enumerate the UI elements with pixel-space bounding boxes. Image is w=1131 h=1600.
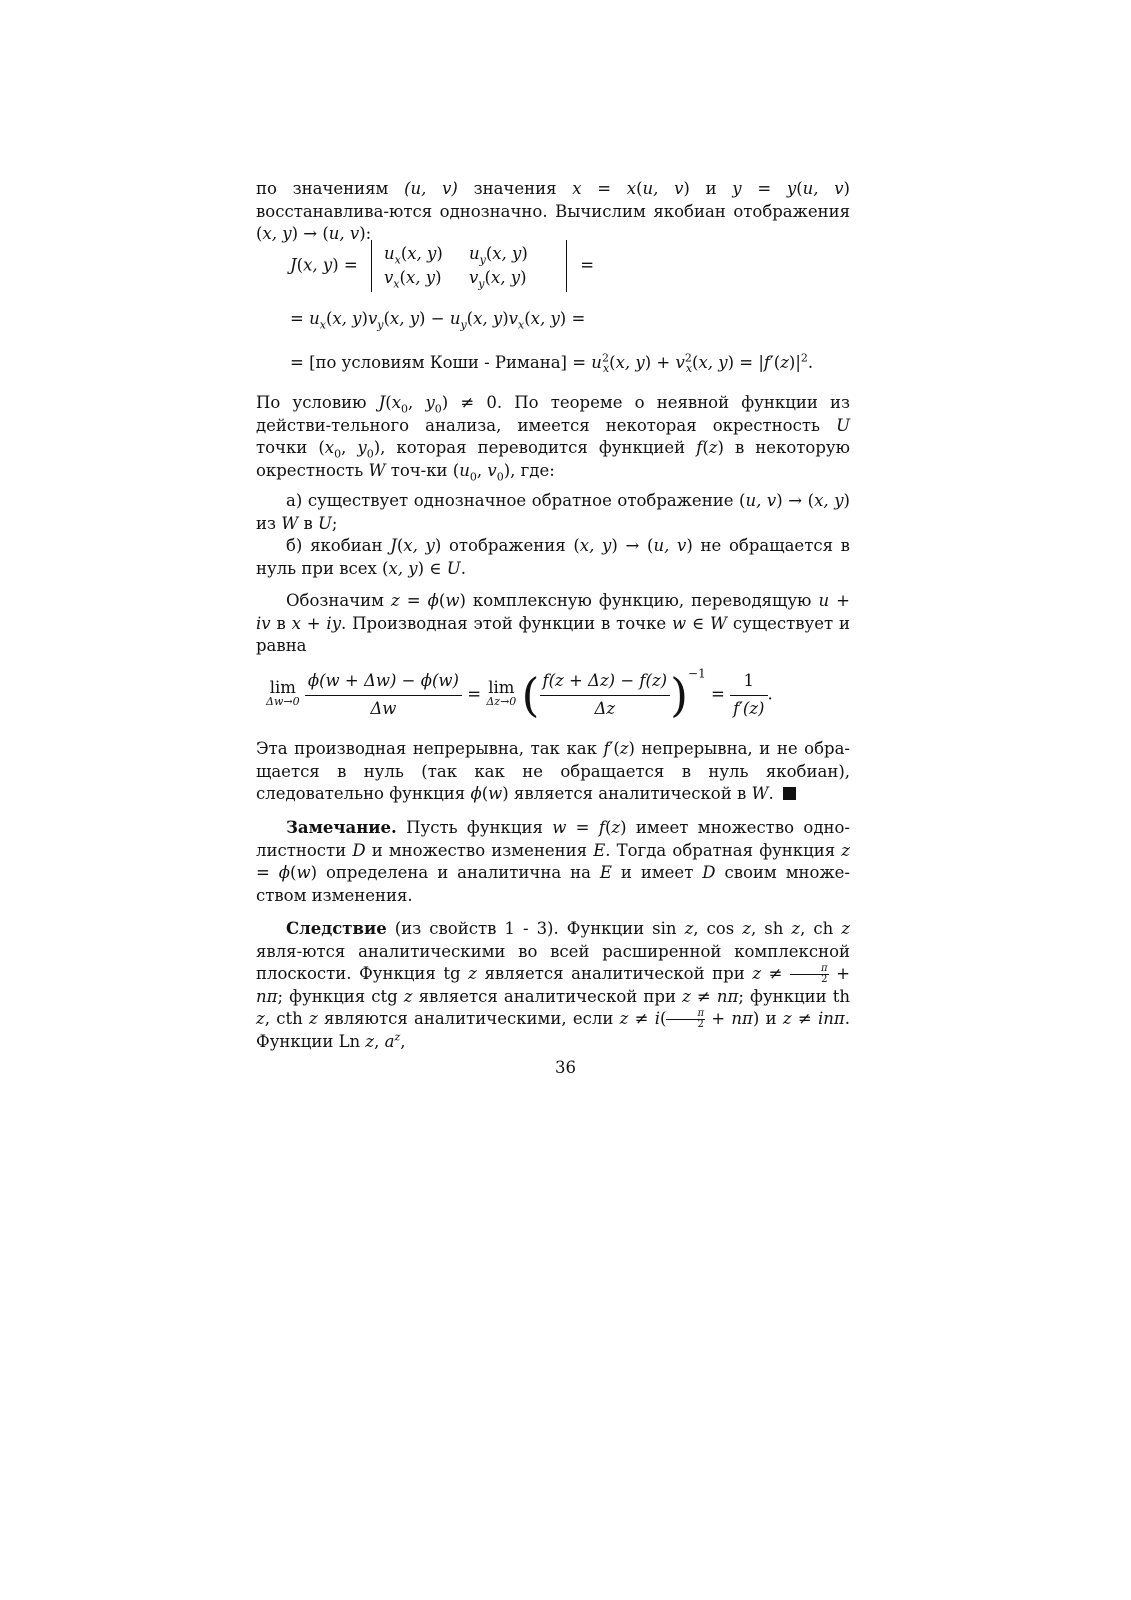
- fraction-2: $\frac{f(z + \Delta z) - f(z)}{\Delta z}$: [540, 670, 671, 720]
- corollary-paragraph: Следствие (из свойств 1 - 3). Функции sin z, cos z, sh z, ch z явля-ются аналитическими во всей расширенной комплексной плоскости. Функция tg z является аналитической при z ≠ $\frac{\pi}{2}$ + nπ; функция ctg z является аналитической при z ≠ nπ; функции th z, cth z являются аналитическими, если z ≠ i( $\frac{\pi}{2}$ + nπ) и z ≠ inπ. Функции Ln z, $a^z$,: [256, 919, 850, 1051]
- fraction-1: $\frac{\phi(w + \Delta w) - \phi(w)}{\Delta w}$: [305, 670, 462, 720]
- jacobian-expansion: = $u_x(x$, $y)v_y(x$, $y) - u_y(x$, $y)v_x(x$, y) =: [290, 309, 586, 332]
- remark-paragraph: Замечание. Пусть функция w = f(z) имеет множество одно-листности D и множество изменения E. Тогда обратная функция z = ϕ(w) определена и аналитична на E и имеет D своим множе-ством изменения.: [256, 818, 850, 905]
- fraction-3: $\frac{1}{f'(z)}$: [730, 670, 767, 720]
- cauchy-riemann-line: = [по условиям Коши - Римана] = $u^2_x(x$, $y) + v^2_x(x$, $y) = |f'(z)|^2$.: [290, 351, 814, 376]
- item-b: б) якобиан J(x, y) отображения (x, y) → (u, v) не обращается в нуль при всех (x, y) ∈ U.: [256, 536, 850, 578]
- limit-1: lim Δw→0: [266, 678, 300, 709]
- jacobian-determinant: J(x, y) = $u_x(x$, y) $u_y(x$, y) $v_x(x$, y) $v_y(x$, y) =: [290, 240, 850, 292]
- limit-formula: lim Δw→0 $\frac{\phi(w + \Delta w) - \phi(w)}{\Delta w}$ = lim Δz→0 ( $\frac{f(z + \Delta z) - f(z)}{\Delta z}$ )$^{-1}$ = $\frac{1}{f'(z)}$ .: [266, 666, 773, 723]
- qed-square-icon: [783, 787, 796, 800]
- condition-paragraph: По условию $J(x_0$, $y_0) \ne 0$. По теореме о неявной функции из действи-тельного анализа, имеется некоторая окрестность U точки ($x_0$, $y_0$), которая переводится функцией f(z) в некоторую окрестность W точ-ки ($u_0$, $v_0$), где:: [256, 393, 850, 484]
- item-a: а) существует однозначное обратное отображение (u, v) → (x, y) из W в U;: [256, 491, 850, 533]
- jacobian-matrix: $u_x(x$, y) $u_y(x$, y) $v_x(x$, y) $v_y(x$, y): [371, 240, 567, 292]
- denote-paragraph: Обозначим z = ϕ(w) комплексную функцию, переводящую u + iv в x + iy. Производная этой функции в точке w ∈ W существует и равна: [256, 591, 850, 656]
- limit-2: lim Δz→0: [486, 678, 517, 709]
- continuity-paragraph: Эта производная непрерывна, так как f′(z) непрерывна, и не обра-щается в нуль (так как не обращается в нуль якобиан), следовательно функция ϕ(w) является аналитической в W.: [256, 739, 851, 804]
- intro-paragraph: по значениям (u, v) значения x = x(u, v) и y = y(u, v) восстанавлива-ются однозначно. Вычислим якобиан отображения (x, y) → (u, v):: [256, 179, 850, 244]
- page-number: 36: [555, 1058, 576, 1077]
